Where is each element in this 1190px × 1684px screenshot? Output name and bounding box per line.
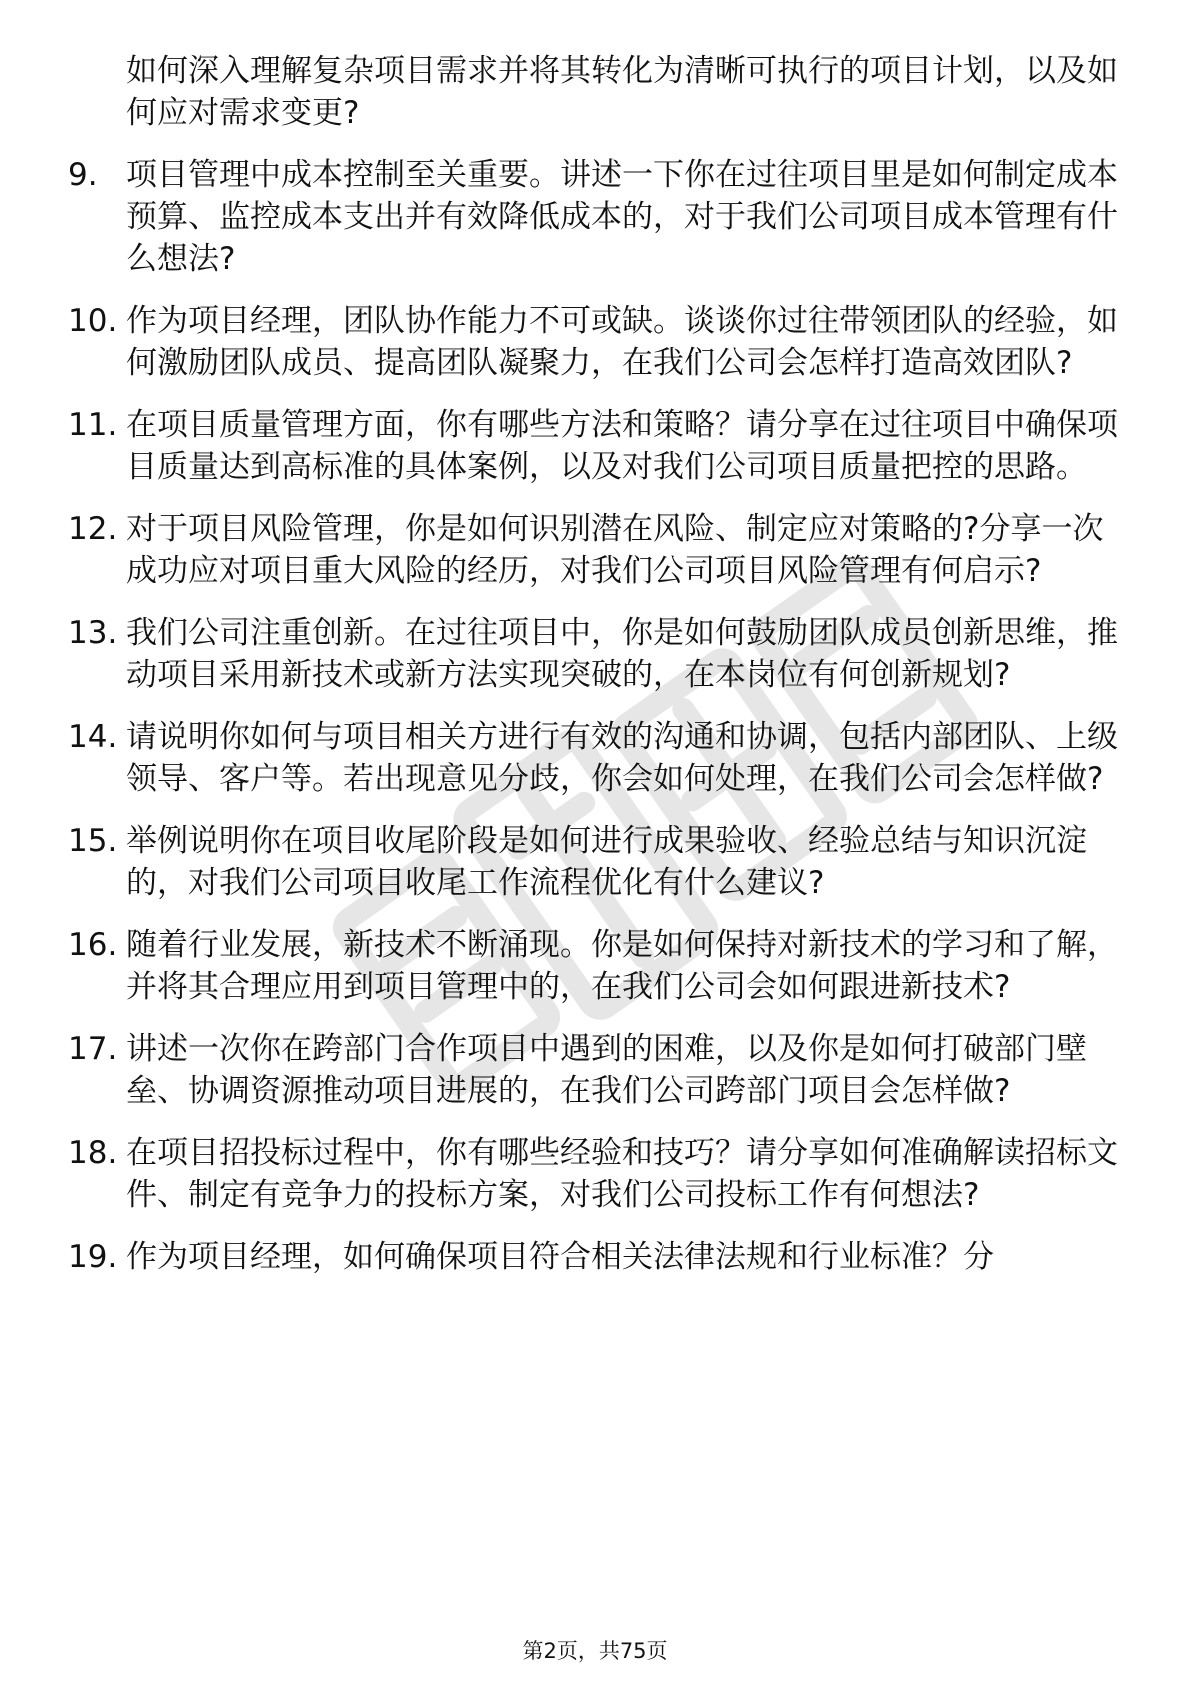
item-number: 16. [68,927,118,963]
item-text: 随着行业发展，新技术不断涌现。你是如何保持对新技术的学习和了解，并将其合理应用到项目管理中的，在我们公司会如何跟进新技术? [126,927,1118,1005]
item-text: 举例说明你在项目收尾阶段是如何进行成果验收、经验总结与知识沉淀的，对我们公司项目收尾工作流程优化有什么建议? [126,823,1087,901]
list-item [68,154,1118,280]
item-number: 14. [68,719,118,755]
list-item [68,924,1118,1008]
item-text: 对于项目风险管理，你是如何识别潜在风险、制定应对策略的?分享一次成功应对项目重大风险的经历，对我们公司项目风险管理有何启示? [126,511,1104,589]
item-text: 作为项目经理，团队协作能力不可或缺。谈谈你过往带领团队的经验，如何激励团队成员、提高团队凝聚力，在我们公司会怎样打造高效团队? [126,303,1118,381]
list-item [68,612,1118,696]
item-text: 在项目质量管理方面，你有哪些方法和策略？请分享在过往项目中确保项目质量达到高标准的具体案例，以及对我们公司项目质量把控的思路。 [126,407,1118,485]
list-item [68,1132,1118,1216]
item-number: 19. [68,1239,118,1275]
list-item [68,716,1118,800]
list-item [68,50,1118,134]
item-text: 讲述一次你在跨部门合作项目中遇到的困难，以及你是如何打破部门壁垒、协调资源推动项目进展的，在我们公司跨部门项目会怎样做? [126,1031,1087,1109]
item-text: 在项目招投标过程中，你有哪些经验和技巧？请分享如何准确解读招标文件、制定有竞争力的投标方案，对我们公司投标工作有何想法? [126,1135,1118,1213]
list-item [68,1028,1118,1112]
list-item [68,508,1118,592]
item-text: 项目管理中成本控制至关重要。讲述一下你在过往项目里是如何制定成本预算、监控成本支出并有效降低成本的，对于我们公司项目成本管理有什么想法? [126,157,1118,277]
list-item [68,404,1118,488]
item-number: 10. [68,303,118,339]
item-number: 9. [68,157,98,193]
item-number: 13. [68,615,118,651]
list-item [68,820,1118,904]
item-number: 18. [68,1135,118,1171]
list-item [68,300,1118,384]
page-footer: 第2页，共75页 [522,1639,668,1663]
question-list [68,50,1118,1298]
item-number: 17. [68,1031,118,1067]
item-number: 12. [68,511,118,547]
list-item [68,1236,1118,1278]
item-number: 11. [68,407,118,443]
item-number: 15. [68,823,118,859]
item-text: 如何深入理解复杂项目需求并将其转化为清晰可执行的项目计划，以及如何应对需求变更? [126,53,1118,131]
item-text: 我们公司注重创新。在过往项目中，你是如何鼓励团队成员创新思维，推动项目采用新技术或新方法实现突破的，在本岗位有何创新规划? [126,615,1118,693]
item-text: 请说明你如何与项目相关方进行有效的沟通和协调，包括内部团队、上级领导、客户等。若出现意见分歧，你会如何处理，在我们公司会怎样做? [126,719,1118,797]
item-text: 作为项目经理，如何确保项目符合相关法律法规和行业标准？分 [126,1239,994,1275]
